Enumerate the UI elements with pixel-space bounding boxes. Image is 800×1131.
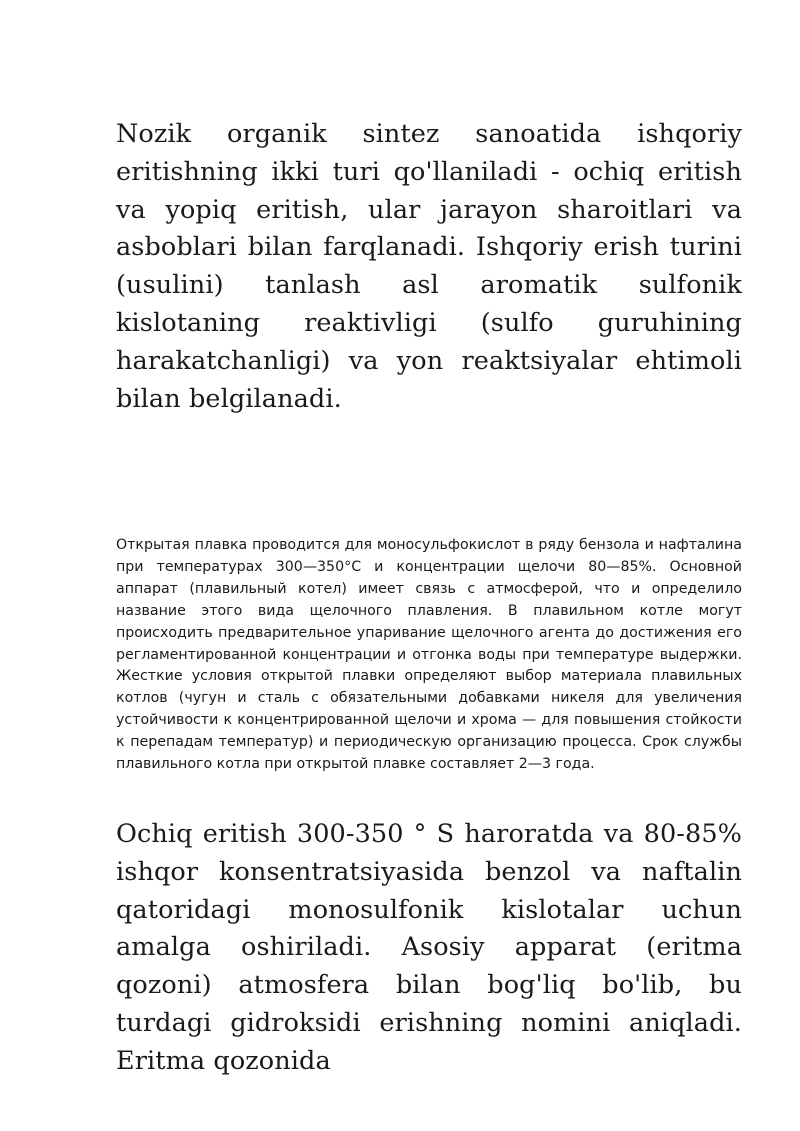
uzbek-paragraph-open-melt: Ochiq eritish 300-350 ° S haroratda va 80-85% ishqor konsentratsiyasida benzol va naftalin qatoridagi monosulfonik kislotalar uchun amalga oshiriladi. Asosiy apparat (eritma qozoni) atmosfera bilan bog'liq bo'lib, bu turdagi gidroksidi erishning nomini aniqladi. Eritma qozonida — [116, 819, 742, 1076]
uzbek-paragraph-intro: Nozik organik sintez sanoatida ishqoriy eritishning ikki turi qo'llaniladi - ochiq eritish va yopiq eritish, ular jarayon sharoitlari va asboblari bilan farqlanadi. Ishqoriy erish turini (usulini) tanlash asl aromatik sulfonik kislotaning reaktivligi (sulfo guruhining harakatchanligi) va yon reaktsiyalar ehtimoli bilan belgilanadi. — [116, 119, 742, 414]
russian-paragraph-open-melt: Открытая плавка проводится для моносульфокислот в ряду бензола и нафталина при температурах 300—350°С и концентрации щелочи 80—85%. Основной аппарат (плавильный котел) имеет связь с атмосферой, что и определило название этого вида щелочного плавления. В плавильном котле могут происходить предварительное упаривание щелочного агента до достижения его регламентированной концентрации и отгонка воды при температуре выдержки. Жесткие условия открытой плавки определяют выбор материала плавильных котлов (чугун и сталь с обязательными добавками никеля для увеличения устойчивости к концентрированной щелочи и хрома — для повышения стойкости к перепадам температур) и периодическую организацию процесса. Срок службы плавильного котла при открытой плавке составляет 2—3 года. — [116, 537, 742, 773]
